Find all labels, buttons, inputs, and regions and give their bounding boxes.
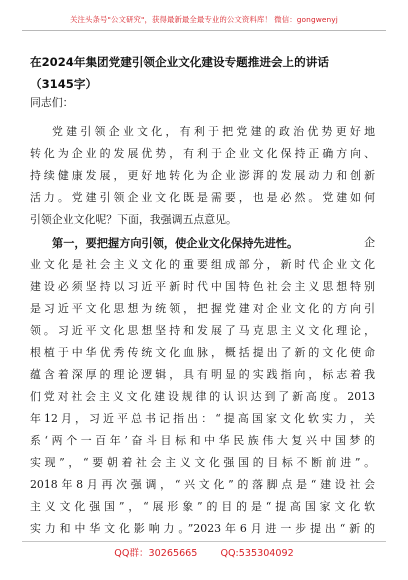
body-line: 实力和中华文化影响力。”2023年6月进一步提出“新的 (30, 522, 375, 535)
body-line: 年12月，习近平总书记指出：“提高国家文化软实力，关 (30, 412, 375, 425)
body-line: 实现”，“要朝着社会主义文化强国的目标不断前进”。 (30, 456, 375, 469)
section-heading-line (52, 236, 375, 251)
body-line: 转化为企业的发展优势，有利于企业文化保持正确方向、 (30, 147, 375, 160)
section-heading: 第一，要把握方向引领，使企业文化保持先进性。 (52, 236, 299, 250)
body-line: 企 (364, 236, 375, 249)
body-line: 党建引领企业文化，有利于把党建的政治优势更好地 (52, 125, 375, 138)
footer (0, 545, 408, 559)
word-count: （3145字） (30, 77, 98, 91)
body-line: 是习近平文化思想为统领，把握党建对企业文化的方向引 (30, 302, 375, 315)
body-line: 主义文化强国”，“展形象”的目的是“提高国家文化软 (30, 500, 375, 513)
footer-qq-number: QQ:535304092 (220, 548, 294, 559)
header-banner: 关注头条号"公文研究"，获得最新最全最专业的公文资料库！ 微信：gongwenyj (70, 15, 338, 24)
body-line: 引领企业文化呢？下面，我强调五点意见。 (30, 213, 237, 226)
body-line: 建设必须坚持以习近平新时代中国特色社会主义思想特别 (30, 280, 375, 293)
body-line: 2018年8月再次强调，“兴文化”的落脚点是“建设社会 (30, 478, 375, 491)
body-line: 系‘两个一百年’奋斗目标和中华民族伟大复兴中国梦的 (30, 434, 375, 447)
header-divider (22, 30, 386, 31)
body-line: 根植于中华优秀传统文化血脉，概括提出了新的文化使命 (30, 346, 375, 359)
body-line: 持续健康发展，更好地转化为企业澎湃的发展动力和创新 (30, 169, 375, 182)
body-line: 领。习近平文化思想坚持和发展了马克思主义文化理论， (30, 324, 375, 337)
footer-qq-group: QQ群：30265665 (114, 548, 198, 559)
body-line: 们党对社会主义文化建设规律的认识达到了新高度。2013 (30, 390, 375, 403)
salutation: 同志们： (30, 96, 74, 109)
body-line: 蕴含着深厚的理论逻辑，具有明显的实践指向，标志着我 (30, 368, 375, 381)
document-title: 在2024年集团党建引领企业文化建设专题推进会上的讲话 (30, 55, 329, 69)
footer-divider (22, 541, 386, 542)
body-line: 业文化是社会主义文化的重要组成部分，新时代企业文化 (30, 258, 375, 271)
body-line: 活力。党建引领企业文化既是需要，也是必然。党建如何 (30, 191, 375, 204)
